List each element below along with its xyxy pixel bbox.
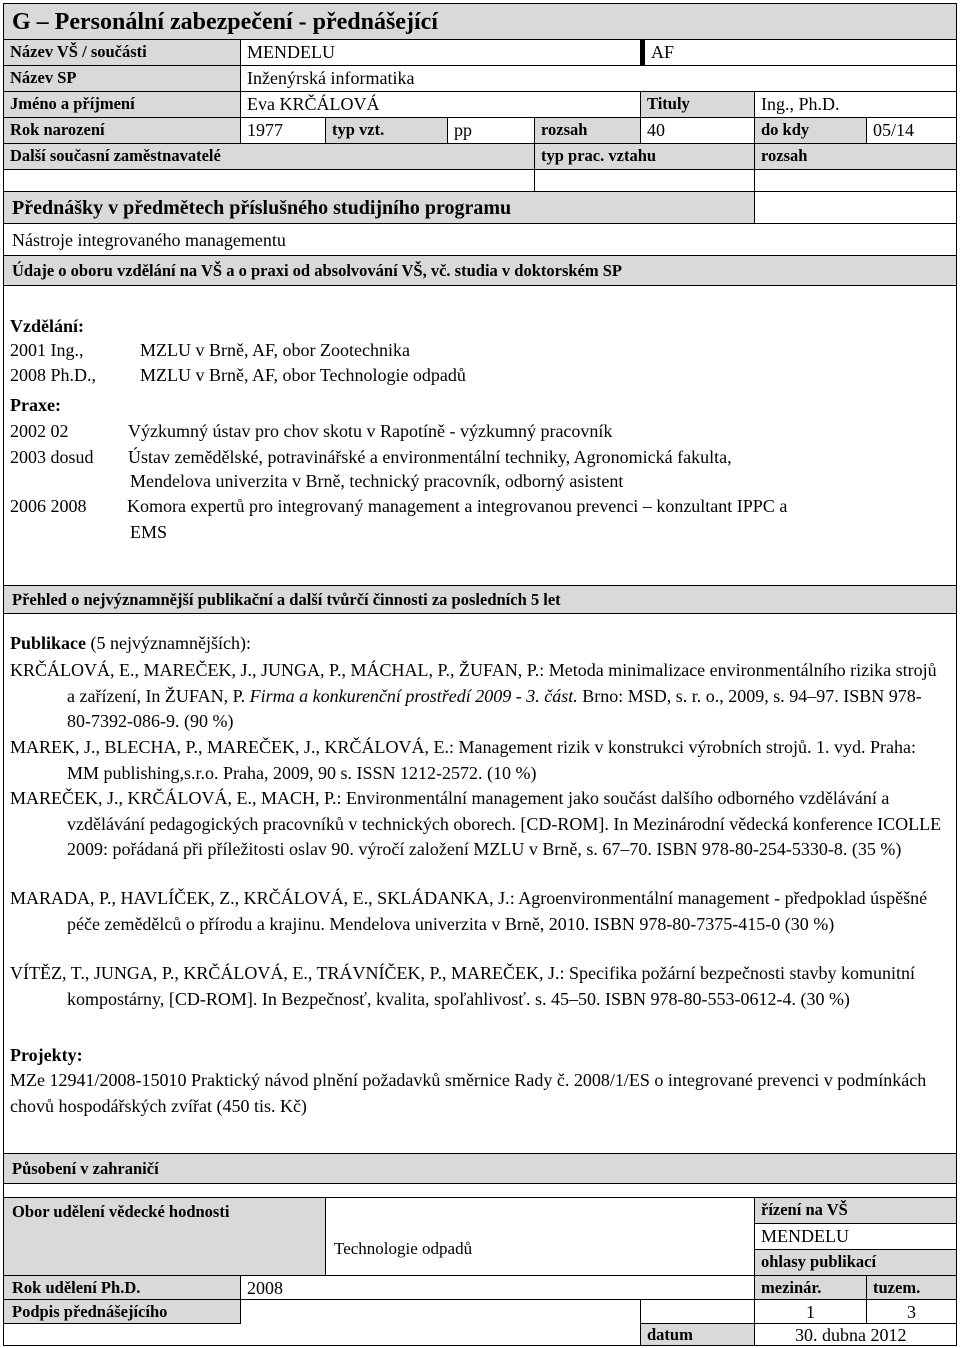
contract-type-value: pp [448, 118, 535, 144]
practice-text-continued: EMS [130, 522, 168, 542]
domestic-label: tuzem. [867, 1276, 957, 1300]
procedure-value: MENDELU [755, 1224, 957, 1250]
education-heading: Údaje o oboru vzdělání na VŠ a o praxi od absolvování VŠ, vč. studia v doktorském SP [3, 256, 957, 286]
lectures-side-cell [755, 192, 957, 224]
publications-label: Publikace [10, 633, 87, 653]
date-label: datum [641, 1324, 755, 1346]
phd-year-value: 2008 [241, 1276, 755, 1300]
intl-label: mezinár. [755, 1276, 867, 1300]
school-value: MENDELU [241, 40, 641, 66]
publications-note: (5 nejvýznamnějších): [86, 633, 251, 653]
publication-source: Firma a konkurenční prostředí 2009 - 3. část. [249, 685, 578, 706]
phd-year-label: Rok udělení Ph.D. [3, 1276, 241, 1300]
name-value: Eva KRČÁLOVÁ [241, 92, 641, 118]
publication-text: : Agroenvironmentální management - předpoklad úspěšné péče zemědělců o přírodu a krajinu. Mendelova univerzita v Brně, 2010. ISBN 978-80-7375-415-0 (30 %) [67, 888, 928, 934]
publication-text: : Management rizik v konstrukci výrobních strojů. 1. vyd. Praha: MM publishing,s.r.o. Praha, 2009, 90 s. ISSN 1212-2572. (10 %) [67, 737, 916, 783]
practice-label: Praxe: [10, 395, 61, 415]
date-value: 30. dubna 2012 [755, 1324, 957, 1346]
abroad-label: Působení v zahraničí [3, 1154, 957, 1184]
publications-label-line [10, 630, 251, 656]
employment-type-label: typ prac. vztahu [535, 144, 755, 170]
practice-text: Výzkumný ústav pro chov skotu v Rapotíně - výzkumný pracovník [128, 421, 613, 441]
practice-years: 2003 dosud [10, 447, 94, 467]
titles-value: Ing., Ph.D. [755, 92, 957, 118]
birth-label: Rok narození [3, 118, 241, 144]
publication-text: : Metoda minimalizace environmentálního rizika strojů a zařízení, In ŽUFAN, P. [67, 660, 937, 706]
until-value: 05/14 [867, 118, 957, 144]
education-item-1 [10, 337, 84, 363]
publication-text: : Environmentální management jako součást dalšího odborného vzdělávání a vzdělávání pedagogických pracovníků v technických oborech. [CD-ROM]. In Mezinárodní vědecká konference ICOLLE 2009: pořádaná při příležitosti oslav 90. výročí založení MZLU v Brně, s. 67–70. ISBN 978-80-254-5330-8. (35 %) [67, 788, 942, 860]
signature-field[interactable] [241, 1300, 641, 1346]
procedure-label: řízení na VŠ [755, 1198, 957, 1224]
signature-label: Podpis přednášejícího [3, 1300, 241, 1324]
publication-item-2 [10, 735, 945, 786]
employer-scope-empty-cell [755, 170, 957, 192]
lectures-heading-bar [3, 192, 755, 224]
name-label: Jméno a příjmení [3, 92, 241, 118]
publications-heading: Přehled o nejvýznamnější publikační a další tvůrčí činnosti za posledních 5 let [3, 586, 957, 614]
practice-years: 2002 02 [10, 421, 69, 441]
course-value: Nástroje integrovaného managementu [3, 224, 957, 256]
education-item-text: MZLU v Brně, AF, obor Zootechnika [140, 340, 411, 360]
publication-authors: VÍTĚZ, T., JUNGA, P., KRČÁLOVÁ, E., TRÁVNÍČEK, P., MAREČEK, J. [10, 963, 560, 983]
projects-label: Projekty: [10, 1045, 83, 1065]
degree-field-value: Technologie odpadů [326, 1198, 755, 1276]
signature-side-cell [641, 1300, 755, 1324]
domestic-value: 3 [867, 1300, 957, 1324]
publication-authors: MAREČEK, J., KRČÁLOVÁ, E., MACH, P. [10, 788, 337, 808]
scope-label: rozsah [535, 118, 641, 144]
scope-value: 40 [641, 118, 755, 144]
lectures-heading: Přednášky v předmětech příslušného studijního programu [12, 197, 512, 219]
abroad-empty-row [3, 1184, 957, 1198]
practice-text-continued: Mendelova univerzita v Brně, technický pracovník, odborný asistent [130, 471, 624, 491]
program-value: Inženýrská informatika [241, 66, 957, 92]
publication-text: : Specifika požární bezpečnosti stavby komunitní kompostárny, [CD-ROM]. In Bezpečnosť, kvalita, spoľahlivosť. s. 45–50. ISBN 978-80-553-0612-4. (30 %) [67, 963, 915, 1009]
degree-field-label: Obor udělení vědecké hodnosti [3, 1198, 326, 1276]
education-item-year: 2001 Ing., [10, 340, 84, 360]
publication-authors: KRČÁLOVÁ, E., MAREČEK, J., JUNGA, P., MÁCHAL, P., ŽUFAN, P. [10, 660, 540, 680]
employer-type-empty-cell [535, 170, 755, 192]
form-title-bar [3, 3, 957, 40]
publication-details: Brno: MSD, s. r. o., 2009, s. 94–97. ISBN 978-80-7392-086-9. (90 %) [67, 685, 922, 732]
intl-value: 1 [755, 1300, 867, 1324]
employer-empty-cell [3, 170, 535, 192]
form-title: G – Personální zabezpečení - přednášející [12, 9, 438, 35]
faculty-value: AF [641, 40, 957, 66]
publication-authors: MARADA, P., HAVLÍČEK, Z., KRČÁLOVÁ, E., SKLÁDANKA, J. [10, 888, 510, 908]
education-item-text: MZLU v Brně, AF, obor Technologie odpadů [140, 365, 466, 385]
citations-label: ohlasy publikací [755, 1250, 957, 1276]
other-employers-label: Další současní zaměstnavatelé [3, 144, 535, 170]
program-label: Název SP [3, 66, 241, 92]
publication-authors: MAREK, J., BLECHA, P., MAREČEK, J., KRČÁLOVÁ, E. [10, 737, 450, 757]
publication-item-1 [10, 658, 945, 735]
education-item-2 [10, 362, 96, 388]
publication-item-4 [10, 886, 945, 937]
birth-value: 1977 [241, 118, 326, 144]
practice-text: Komora expertů pro integrovaný management a integrovanou prevenci – konzultant IPPC a [127, 496, 788, 516]
publication-item-5 [10, 961, 945, 1012]
employment-scope-label: rozsah [755, 144, 957, 170]
school-label: Název VŠ / součásti [3, 40, 241, 66]
education-label: Vzdělání: [10, 316, 84, 336]
practice-text: Ústav zemědělské, potravinářské a environmentální techniky, Agronomická fakulta, [128, 447, 732, 467]
practice-years: 2006 2008 [10, 496, 87, 516]
publication-item-3 [10, 786, 945, 863]
education-item-year: 2008 Ph.D., [10, 365, 97, 385]
until-label: do kdy [755, 118, 867, 144]
signature-empty-cell [3, 1324, 241, 1346]
contract-type-label: typ vzt. [326, 118, 448, 144]
titles-label: Tituly [641, 92, 755, 118]
projects-text: MZe 12941/2008-15010 Praktický návod plnění požadavků směrnice Rady č. 2008/1/ES o integrované prevenci v podmínkách chovů hospodářských zvířat (450 tis. Kč) [10, 1070, 927, 1116]
